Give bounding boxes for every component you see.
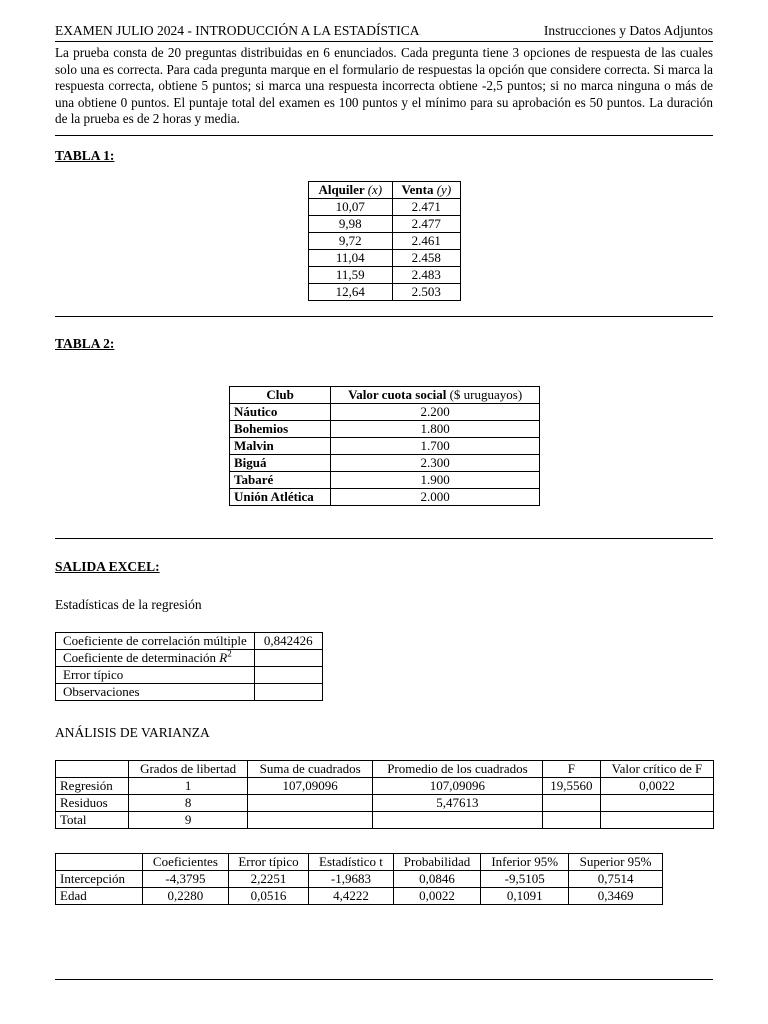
anova-cell [542,812,600,829]
coefficients-row [56,888,663,905]
tabla2-cell-valor: 1.700 [331,438,540,455]
anova-table [55,760,714,829]
exam-title: EXAMEN JULIO 2024 - INTRODUCCIÓN A LA ESTADÍSTICA [55,23,420,38]
coefficients-header-cell: Inferior 95% [481,854,569,871]
tabla2-cell-club: Unión Atlética [230,489,331,506]
tabla2-cell-club: Tabaré [230,472,331,489]
tabla1-header-y [392,182,460,199]
anova-cell: 107,09096 [248,778,373,795]
coefficients-table [55,853,663,905]
r-symbol: R [219,650,228,665]
instructions-text: La prueba consta de 20 preguntas distribuidas en 6 enunciados. Cada pregunta tiene 3 opciones de respuesta de las cuales solo una es correcta. Para cada pregunta marque en el formulario de respuestas la opción que considere correcta. Si marca la respuesta correcta, obtiene 5 puntos; si marca una respuesta incorrecta obtiene -2,5 puntos; si no marca ninguna o más de una obtiene 0 puntos. El puntaje total del examen es 100 puntos y el mínimo para su aprobación es 50 puntos. La duración de la prueba es de 2 horas y media. [55,45,713,127]
tabla1-cell-alquiler: 11,59 [309,267,393,284]
coefficients-cell: 0,2280 [143,888,229,905]
regression-stat-value [254,684,322,701]
instructions-paragraph [55,45,713,128]
anova-cell [248,795,373,812]
tabla2-row [230,438,540,455]
anova-header-cell: F [542,761,600,778]
coefficients-cell: 0,0022 [393,888,481,905]
tabla2-row [230,455,540,472]
tabla2-header-club: Club [230,387,331,404]
coefficients-cell: -1,9683 [309,871,394,888]
tabla1-cell-venta: 2.483 [392,267,460,284]
excel-title: SALIDA EXCEL: [55,559,160,574]
tabla2-header-valor-label: Valor cuota social [348,387,447,402]
tabla1-row [309,250,461,267]
tabla1-cell-venta: 2.471 [392,199,460,216]
coefficients-cell: 4,4222 [309,888,394,905]
tabla2-header-row [230,387,540,404]
tabla2-cell-valor: 2.300 [331,455,540,472]
anova-cell: 0,0022 [600,778,713,795]
tabla2-row [230,489,540,506]
tabla1-row [309,199,461,216]
coefficients-row-label: Intercepción [56,871,143,888]
anova-cell [600,795,713,812]
tabla1-header-y-label: Venta [401,182,434,197]
regression-stats-row [56,667,323,684]
tabla1-cell-alquiler: 12,64 [309,284,393,301]
footer-rule [55,979,713,980]
anova-cell: 107,09096 [373,778,543,795]
tabla1-table [308,181,461,301]
regression-stats-row [56,684,323,701]
tabla1-cell-alquiler: 11,04 [309,250,393,267]
regression-stat-label-text: Coeficiente de determinación R [63,650,228,665]
anova-cell: 19,5560 [542,778,600,795]
header-subtitle: Instrucciones y Datos Adjuntos [543,23,713,38]
tabla1-cell-alquiler: 9,98 [309,216,393,233]
anova-row-label: Total [56,812,129,829]
anova-header-cell: Grados de libertad [129,761,248,778]
anova-header-cell: Suma de cuadrados [248,761,373,778]
tabla1-header-row [309,182,461,199]
coefficients-header-row [56,854,663,871]
regression-stat-label [56,667,255,684]
coefficients-row [56,871,663,888]
tabla2-cell-valor: 1.900 [331,472,540,489]
regression-stats-row [56,650,323,667]
section-divider-1 [55,135,713,136]
anova-cell [600,812,713,829]
coefficients-body [56,871,663,905]
anova-cell: 8 [129,795,248,812]
tabla1-cell-venta: 2.503 [392,284,460,301]
tabla2-cell-valor: 2.200 [331,404,540,421]
anova-row [56,778,714,795]
tabla1-row [309,216,461,233]
tabla2-cell-club: Malvin [230,438,331,455]
anova-header-cell [56,761,129,778]
regression-stat-label-text: Coeficiente de correlación múltiple [63,633,247,648]
tabla1-title: TABLA 1: [55,148,115,163]
tabla2-row [230,421,540,438]
section-divider-3 [55,538,713,539]
tabla2-table [229,386,540,506]
coefficients-cell: 2,2251 [228,871,308,888]
coefficients-cell: 0,1091 [481,888,569,905]
regression-stat-value [254,667,322,684]
coefficients-row-label: Edad [56,888,143,905]
anova-body [56,778,714,829]
tabla2-row [230,472,540,489]
tabla2-title: TABLA 2: [55,336,115,351]
tabla1-cell-venta: 2.477 [392,216,460,233]
coefficients-header-cell: Probabilidad [393,854,481,871]
coefficients-cell: 0,3469 [569,888,663,905]
coefficients-header-cell: Superior 95% [569,854,663,871]
header-rule [55,41,713,42]
tabla1-body [309,199,461,301]
tabla1-row [309,233,461,250]
regression-stats-table [55,632,323,701]
anova-cell: 5,47613 [373,795,543,812]
anova-header-cell: Promedio de los cuadrados [373,761,543,778]
tabla1-header-y-var: (y) [436,182,452,197]
coefficients-header-cell: Error típico [228,854,308,871]
tabla2-header-valor-unit: ($ uruguayos) [449,387,523,402]
anova-cell [248,812,373,829]
anova-cell [373,812,543,829]
coefficients-header-cell: Coeficientes [143,854,229,871]
anova-row [56,812,714,829]
tabla1-row [309,267,461,284]
section-divider-2 [55,316,713,317]
regression-stats-row [56,633,323,650]
regression-stat-label [56,650,255,667]
regression-stat-value: 0,842426 [254,633,322,650]
r-squared-superscript: 2 [227,648,232,659]
tabla2-cell-club: Bohemios [230,421,331,438]
coefficients-cell: 0,0516 [228,888,308,905]
anova-cell: 9 [129,812,248,829]
tabla1-cell-venta: 2.461 [392,233,460,250]
coefficients-header-cell: Estadístico t [309,854,394,871]
tabla1-header-x-var: (x) [367,182,383,197]
tabla2-cell-valor: 2.000 [331,489,540,506]
anova-cell [542,795,600,812]
anova-row-label: Residuos [56,795,129,812]
regression-stat-label [56,684,255,701]
coefficients-cell: 0,7514 [569,871,663,888]
anova-header-cell: Valor crítico de F [600,761,713,778]
coefficients-cell: 0,0846 [393,871,481,888]
coefficients-header-cell [56,854,143,871]
tabla1-cell-alquiler: 10,07 [309,199,393,216]
tabla1-row [309,284,461,301]
tabla1-header-x [309,182,393,199]
regression-stat-label [56,633,255,650]
tabla1-header-x-label: Alquiler [318,182,365,197]
anova-header-row [56,761,714,778]
anova-row-label: Regresión [56,778,129,795]
anova-title: ANÁLISIS DE VARIANZA [55,725,210,740]
tabla2-cell-club: Náutico [230,404,331,421]
tabla1-cell-alquiler: 9,72 [309,233,393,250]
tabla1-cell-venta: 2.458 [392,250,460,267]
regression-stat-label-text: Error típico [63,667,124,682]
regression-stat-value [254,650,322,667]
tabla2-row [230,404,540,421]
coefficients-cell: -4,3795 [143,871,229,888]
tabla2-body [230,404,540,506]
regression-stats-title: Estadísticas de la regresión [55,597,202,612]
regression-stats-body [56,633,323,701]
regression-stat-label-text: Observaciones [63,684,140,699]
anova-row [56,795,714,812]
tabla2-cell-valor: 1.800 [331,421,540,438]
anova-cell: 1 [129,778,248,795]
coefficients-cell: -9,5105 [481,871,569,888]
tabla2-cell-club: Biguá [230,455,331,472]
tabla2-header-valor [331,387,540,404]
